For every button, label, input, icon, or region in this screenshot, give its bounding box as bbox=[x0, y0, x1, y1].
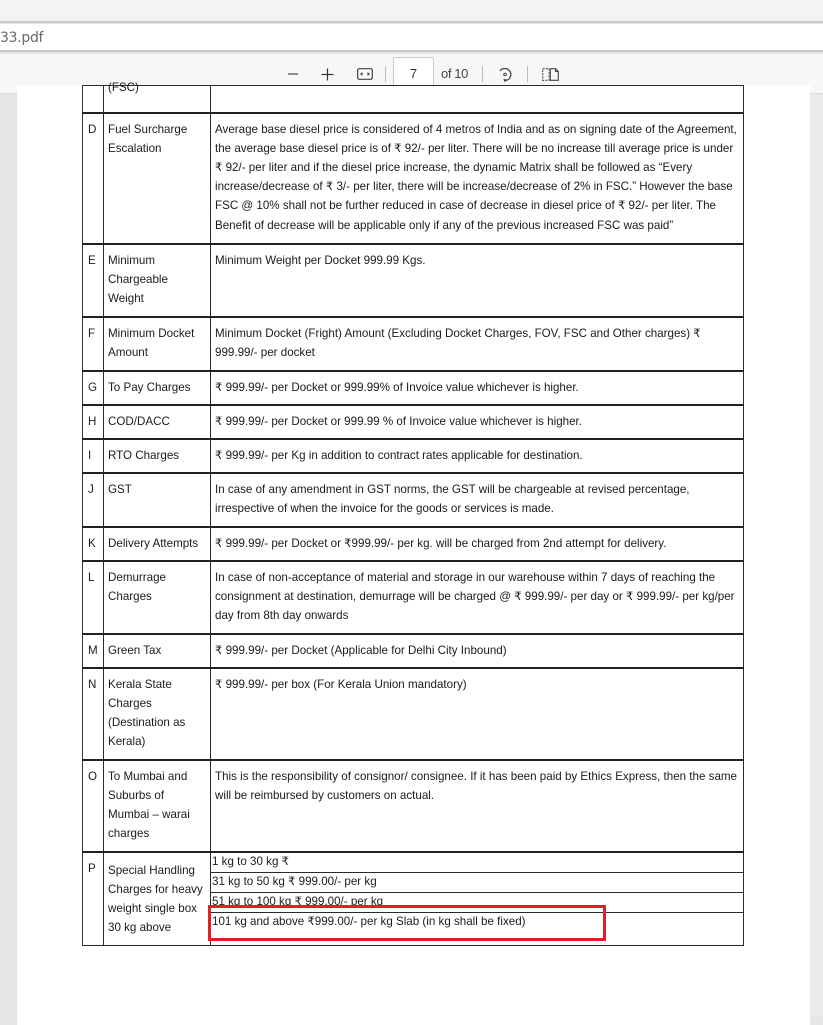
row-letter bbox=[83, 86, 104, 113]
row-description: Average base diesel price is considered of 4 metros of India and as on signing date of the Agreement, the average base diesel price is of ₹ 92/- per liter. There will be no increase till average price is under ₹ 92/- per liter and if the diesel price increase, the dynamic Matrix shall be followed as “Every increase/decrease of ₹ 3/- per liter, there will be increase/decrease of 2% in FSC.” However the base FSC @ 10% shall not be further reduced in case of decrease in diesel price of ₹ 92/- per liter. The Benefit of decrease will be applicable only if any of the previous increased FSC was paid” bbox=[211, 113, 744, 244]
slab-item: 51 kg to 100 kg ₹ 999.00/- per kg bbox=[211, 893, 743, 913]
window-top-strip bbox=[0, 0, 823, 23]
row-description: ₹ 999.99/- per Docket or ₹999.99/- per kg. will be charged from 2nd attempt for delivery. bbox=[211, 527, 744, 561]
row-label: To Mumbai and Suburbs of Mumbai – warai charges bbox=[104, 760, 211, 852]
rotate-icon bbox=[497, 66, 513, 83]
table-row-l bbox=[83, 561, 744, 634]
row-description: ₹ 999.99/- per Docket (Applicable for Delhi City Inbound) bbox=[211, 634, 744, 668]
row-letter: K bbox=[83, 527, 104, 561]
minus-icon bbox=[287, 68, 299, 80]
row-description: ₹ 999.99/- per Docket or 999.99 % of Invoice value whichever is higher. bbox=[211, 405, 744, 439]
toolbar-separator bbox=[482, 66, 483, 82]
row-description: Minimum Docket (Fright) Amount (Excluding Docket Charges, FOV, FSC and Other charges) ₹ 999.99/- per docket bbox=[211, 317, 744, 371]
row-description: Minimum Weight per Docket 999.99 Kgs. bbox=[211, 244, 744, 317]
row-label: Fuel Surcharge Escalation bbox=[104, 113, 211, 244]
table-row-h bbox=[83, 405, 744, 439]
row-label: COD/DACC bbox=[104, 405, 211, 439]
pdf-page bbox=[17, 81, 810, 1025]
row-label: Kerala State Charges (Destination as Kerala) bbox=[104, 668, 211, 760]
toolbar-separator bbox=[385, 66, 386, 82]
row-description: In case of any amendment in GST norms, the GST will be chargeable at revised percentage, irrespective of when the invoice for the goods or services is made. bbox=[211, 473, 744, 527]
table-row-partial bbox=[83, 86, 744, 113]
row-label: Delivery Attempts bbox=[104, 527, 211, 561]
slab-list bbox=[211, 852, 744, 946]
row-label: Minimum Chargeable Weight bbox=[104, 244, 211, 317]
total-pages-label: of 10 bbox=[441, 66, 468, 81]
row-description: ₹ 999.99/- per Docket or 999.99% of Invoice value whichever is higher. bbox=[211, 371, 744, 405]
table-row-o bbox=[83, 760, 744, 852]
table-row-i bbox=[83, 439, 744, 473]
slab-item: 1 kg to 30 kg ₹ bbox=[211, 853, 743, 873]
row-description: In case of non-acceptance of material and storage in our warehouse within 7 days of reaching the consignment at destination, demurrage will be charged @ ₹ 999.99/- per day or ₹ 999.99/- per kg/per day from 8th day onwards bbox=[211, 561, 744, 634]
table-row-m bbox=[83, 634, 744, 668]
slab-item: 31 kg to 50 kg ₹ 999.00/- per kg bbox=[211, 873, 743, 893]
row-letter: O bbox=[83, 760, 104, 852]
row-letter: E bbox=[83, 244, 104, 317]
row-label: Demurrage Charges bbox=[104, 561, 211, 634]
slab-item-highlighted: 101 kg and above ₹999.00/- per kg Slab (in kg shall be fixed) bbox=[212, 914, 526, 928]
row-label: (FSC) bbox=[104, 86, 211, 113]
fit-width-icon bbox=[357, 68, 373, 80]
table-row-f bbox=[83, 317, 744, 371]
file-name: 33.pdf bbox=[0, 30, 44, 46]
plus-icon bbox=[321, 68, 334, 81]
row-label: Special Handling Charges for heavy weight single box 30 kg above bbox=[104, 852, 211, 946]
row-letter: G bbox=[83, 371, 104, 405]
row-label: Green Tax bbox=[104, 634, 211, 668]
row-letter: H bbox=[83, 405, 104, 439]
document-viewport[interactable] bbox=[0, 81, 823, 1015]
current-page: 7 bbox=[409, 66, 418, 81]
table-row-g bbox=[83, 371, 744, 405]
row-letter: L bbox=[83, 561, 104, 634]
table-row-k bbox=[83, 527, 744, 561]
two-page-view-icon bbox=[542, 68, 559, 81]
vertical-scrollbar[interactable] bbox=[810, 95, 823, 1015]
row-letter: F bbox=[83, 317, 104, 371]
row-description bbox=[211, 86, 744, 113]
row-label: Minimum Docket Amount bbox=[104, 317, 211, 371]
table-row-e bbox=[83, 244, 744, 317]
row-letter: N bbox=[83, 668, 104, 760]
row-letter: P bbox=[83, 852, 104, 946]
file-title-bar bbox=[0, 24, 823, 52]
row-label: To Pay Charges bbox=[104, 371, 211, 405]
row-letter: I bbox=[83, 439, 104, 473]
row-label: GST bbox=[104, 473, 211, 527]
table-row-d bbox=[83, 113, 744, 244]
row-letter: J bbox=[83, 473, 104, 527]
toolbar-separator bbox=[527, 66, 528, 82]
row-description: ₹ 999.99/- per Kg in addition to contract rates applicable for destination. bbox=[211, 439, 744, 473]
row-letter: M bbox=[83, 634, 104, 668]
row-label: RTO Charges bbox=[104, 439, 211, 473]
table-row-p bbox=[83, 852, 744, 946]
table-row-n bbox=[83, 668, 744, 760]
row-description: This is the responsibility of consignor/ consignee. If it has been paid by Ethics Express, then the same will be reimbursed by customers on actual. bbox=[211, 760, 744, 852]
table-row-j bbox=[83, 473, 744, 527]
row-letter: D bbox=[83, 113, 104, 244]
charges-table bbox=[82, 81, 744, 946]
row-description: ₹ 999.99/- per box (For Kerala Union mandatory) bbox=[211, 668, 744, 760]
